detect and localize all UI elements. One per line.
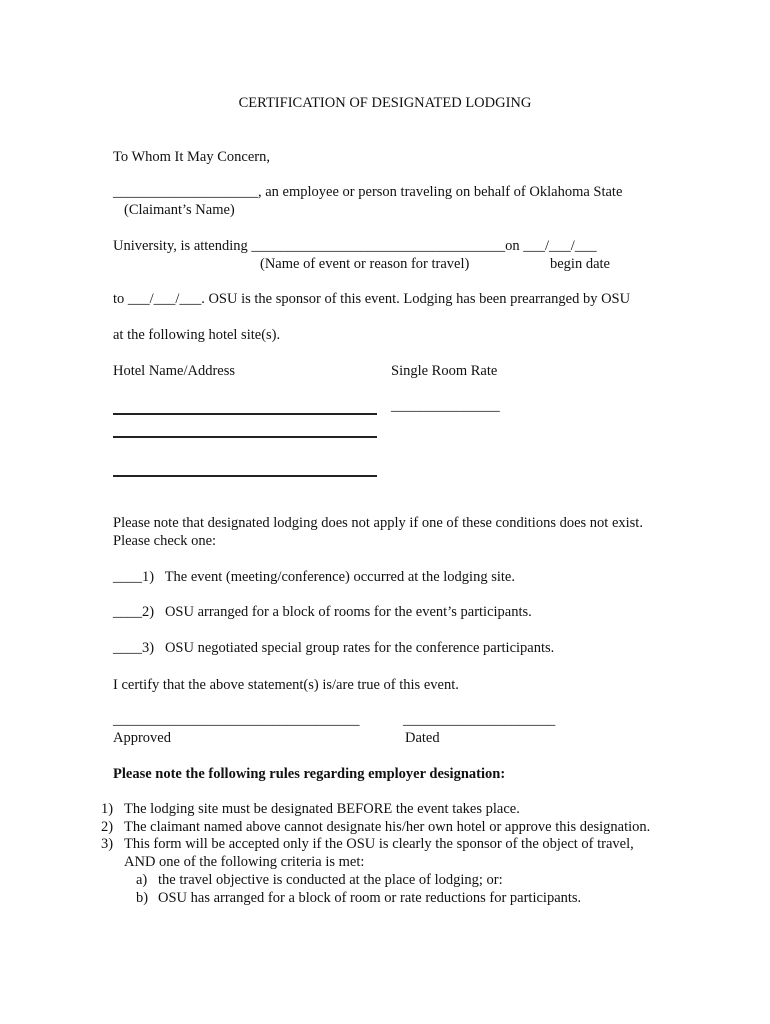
claimant-line: ____________________, an employee or person traveling on behalf of Oklahoma State xyxy=(113,184,623,200)
criteria-text: the travel objective is conducted at the place of lodging; or: xyxy=(158,872,503,888)
page-title: CERTIFICATION OF DESIGNATED LODGING xyxy=(238,95,532,111)
room-rate-blank: _______________ xyxy=(391,398,500,414)
hotel-name-header: Hotel Name/Address xyxy=(113,363,236,379)
event-line: University, is attending ___________________________________on ___/___/___ xyxy=(113,238,597,254)
check-option-1: ____1) The event (meeting/conference) occurred at the lodging site. xyxy=(113,569,515,585)
rule-text: The lodging site must be designated BEFORE the event takes place. xyxy=(124,801,520,817)
room-rate-header: Single Room Rate xyxy=(391,363,498,379)
hotel-name-line-1 xyxy=(113,413,377,415)
hotel-name-line-2 xyxy=(113,436,377,438)
criteria-letter: b) xyxy=(136,890,149,906)
hotel-site-line: at the following hotel site(s). xyxy=(113,327,281,343)
rule-number: 2) xyxy=(101,819,114,835)
claimant-name-caption: (Claimant’s Name) xyxy=(124,202,235,218)
approved-blank: __________________________________ xyxy=(113,712,360,728)
dated-blank: _____________________ xyxy=(403,712,556,728)
sponsor-line: to ___/___/___. OSU is the sponsor of this event. Lodging has been prearranged by OSU xyxy=(113,291,631,307)
note-line-1: Please note that designated lodging does not apply if one of these conditions does not exist. xyxy=(113,515,643,531)
criteria-text: OSU has arranged for a block of room or rate reductions for participants. xyxy=(158,890,582,906)
certify-statement: I certify that the above statement(s) is/are true of this event. xyxy=(113,677,459,693)
check-option-2: ____2) OSU arranged for a block of rooms for the event’s participants. xyxy=(113,604,532,620)
check-option-3: ____3) OSU negotiated special group rates for the conference participants. xyxy=(113,640,555,656)
criteria-letter: a) xyxy=(136,872,148,888)
begin-date-caption: begin date xyxy=(550,256,610,272)
approved-label: Approved xyxy=(113,730,171,746)
rule-number: 3) xyxy=(101,836,114,852)
event-caption: (Name of event or reason for travel) xyxy=(260,256,470,272)
rule-number: 1) xyxy=(101,801,114,817)
rules-heading: Please note the following rules regarding employer designation: xyxy=(113,766,506,782)
salutation: To Whom It May Concern, xyxy=(113,149,270,165)
note-line-2: Please check one: xyxy=(113,533,217,549)
rule-text: The claimant named above cannot designate his/her own hotel or approve this designation. xyxy=(124,819,651,835)
dated-label: Dated xyxy=(405,730,440,746)
hotel-name-line-3 xyxy=(113,475,377,477)
rule-3-continuation: AND one of the following criteria is met: xyxy=(124,854,365,870)
rule-text: This form will be accepted only if the OSU is clearly the sponsor of the object of travel, xyxy=(124,836,634,852)
